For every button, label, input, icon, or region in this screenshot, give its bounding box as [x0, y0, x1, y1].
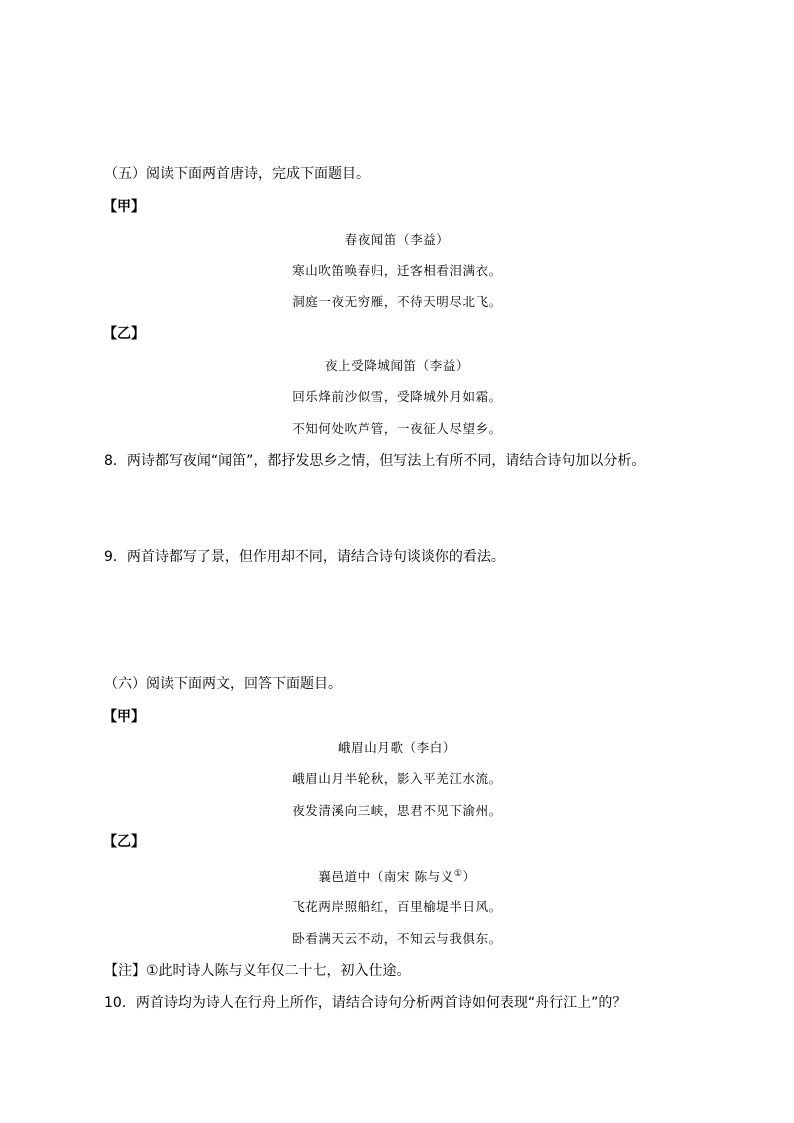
- poem-title: 春夜闻笛（李益）: [344, 232, 450, 247]
- poem-title: 夜上受降城闻笛（李益）: [324, 358, 470, 373]
- section6-heading: （六）阅读下面两文，回答下面题目。: [104, 676, 342, 692]
- section6-part-a-label: 【甲】: [103, 709, 145, 725]
- poem-line: 回乐烽前沙似雪，受降城外月如霜。: [292, 389, 502, 404]
- section6-part-b-label: 【乙】: [103, 834, 145, 850]
- section5-part-a-label: 【甲】: [103, 199, 145, 215]
- poem-line: 寒山吹笛唤春归，迁客相看泪满衣。: [292, 263, 502, 278]
- poem-title: 峨眉山月歌（李白）: [338, 740, 456, 755]
- poem-title-close: ）: [462, 869, 476, 884]
- poem-title-text: 襄邑道中（南宋 陈与义: [318, 869, 454, 884]
- poem-line: 卧看满天云不动，不知云与我俱东。: [292, 931, 502, 946]
- poem-title: [0, 865, 794, 886]
- poem-line: 峨眉山月半轮秋，影入平羌江水流。: [292, 771, 502, 786]
- section5-heading: （五）阅读下面两首唐诗，完成下面题目。: [104, 166, 370, 182]
- poem-line: 飞花两岸照船红，百里榆堤半日风。: [292, 899, 502, 914]
- poem-line: 洞庭一夜无穷雁，不待天明尽北飞。: [292, 294, 502, 309]
- question-10: 10．两首诗均为诗人在行舟上所作，请结合诗句分析两首诗如何表现“舟行江上”的？: [104, 995, 627, 1011]
- footnote: 【注】①此时诗人陈与义年仅二十七，初入仕途。: [104, 963, 411, 979]
- question-8: 8．两诗都写夜闻“闻笛”，都抒发思乡之情，但写法上有所不同，请结合诗句加以分析。: [104, 453, 646, 469]
- poem-line: 夜发清溪向三峡，思君不见下渝州。: [292, 803, 502, 818]
- poem-line: 不知何处吹芦管，一夜征人尽望乡。: [292, 421, 502, 436]
- footnote-mark: ①: [453, 869, 463, 879]
- section5-part-b-label: 【乙】: [103, 326, 145, 342]
- question-9: 9．两首诗都写了景，但作用却不同，请结合诗句谈谈你的看法。: [104, 549, 505, 565]
